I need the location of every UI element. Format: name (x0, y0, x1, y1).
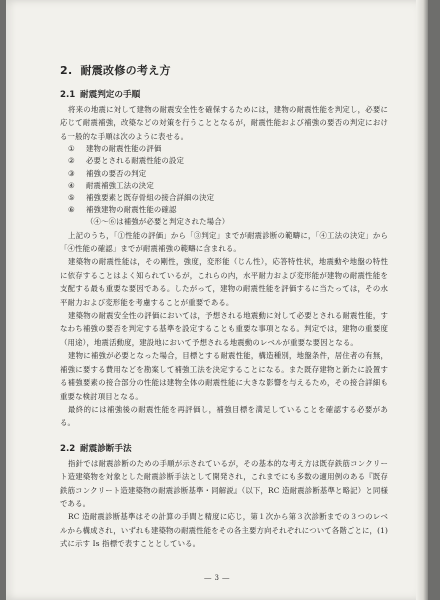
page-content (60, 62, 388, 551)
step-text: 補強建物の耐震性能の確認 (86, 205, 177, 215)
intro-paragraph: 将来の地震に対して建物の耐震安全性を確保するためには，建物の耐震性能を判定し，必要に応じて耐震補強，改築などの対策を行うこととなるが，耐震性能および補強の要否の判定における一般的な手順は次のように表せる。 (60, 105, 388, 141)
body-paragraph: RC 造耐震診断基準はその計算の手間と精度に応じ，第１次から第３次診断までの３つのレベルから構成され，いずれも建築物の耐震性能をその各主要方向それぞれについて各階ごとに，(1)式に示す Is 指標で表すこととしている。 (60, 512, 388, 549)
document-page (6, 0, 428, 600)
subsection-number: 2.2 (60, 443, 76, 454)
list-item (60, 192, 388, 204)
section-gap (60, 430, 388, 442)
body-paragraph: 建物に補強が必要となった場合，目標とする耐震性能，構造種別，地盤条件，居住者の有無，補強に要する費用などを勘案して補強工法を決定することになる。また既存建物と新たに設置する補強要素の接合部分の性能は建物全体の耐震性能に大きな影響を与えるため，その接合詳細も重要な検討項目となる。 (60, 351, 388, 401)
step-marker: ② (68, 156, 75, 166)
step-text: 建物の耐震性能の評価 (86, 144, 162, 154)
body-paragraph: 指針では耐震診断のための手順が示されているが，その基本的な考え方は既存鉄筋コンクリート造建築物を対象とした耐震診断手法として開発され，これまでにも多数の適用例のある『既存鉄筋コンクリート造建築物の耐震診断基準・同解説』（以下，RC 造耐震診断基準と略記）と同様である。 (60, 458, 388, 508)
section-title: 耐震改修の考え方 (80, 64, 171, 77)
step-text: 耐震補強工法の決定 (86, 180, 154, 190)
steps-note: （④～⑥は補強が必要と判定された場合） (86, 217, 230, 227)
step-marker: ④ (68, 180, 75, 190)
subsection-number: 2.1 (60, 90, 76, 100)
subsection-title: 耐震診断手法 (80, 443, 132, 454)
subsection-heading-2-1 (60, 88, 388, 100)
list-item (60, 204, 388, 216)
procedure-steps-list (60, 143, 388, 228)
section-heading (60, 62, 388, 78)
list-item (60, 155, 388, 167)
body-paragraph: 最終的には補強後の耐震性能を再評価し，補強目標を満足していることを確認する必要がある。 (60, 404, 388, 428)
subsection-heading-2-2 (60, 442, 388, 454)
list-item (60, 168, 388, 180)
list-item (60, 180, 388, 192)
page-number: ― 3 ― (204, 574, 230, 582)
subsection-title: 耐震判定の手順 (80, 90, 141, 100)
page-edge-shadow (416, 0, 428, 600)
list-item (60, 143, 388, 155)
body-paragraph: 上記のうち，「①性能の評価」から「③判定」までが耐震診断の範疇に，「④工法の決定」から「④性能の確認」までが耐震補強の範疇に含まれる。 (60, 230, 388, 254)
step-marker: ① (68, 144, 75, 154)
step-text: 補強の要否の判定 (86, 168, 147, 178)
section-number: 2. (60, 64, 73, 77)
step-marker: ⑤ (68, 193, 75, 203)
body-paragraph: 建築物の耐震安全性の評価においては，予想される地震動に対して必要とされる耐震性能，すなわち補強の要否を判定する基準を設定することも重要な事項となる。判定では，建物の重要度（用途），地震活動度，建設地において予想される地震動のレベルが重要な要因となる。 (60, 311, 388, 347)
step-text: 補強要素と既存骨組の接合詳細の決定 (86, 193, 215, 203)
step-text: 必要とされる耐震性能の設定 (86, 156, 185, 166)
step-marker: ③ (68, 168, 75, 178)
step-marker: ⑥ (68, 205, 75, 215)
body-paragraph: 建築物の耐震性能は，その剛性，強度，変形能（じん性），応答特性状，地震動や地盤の特性に依存することはよく知られているが，これらの内，水平耐力および変形能が建物の耐震性能を支配する最も重要な要因である。したがって，建物の耐震性能を評価するに当たっては，その水平耐力および変形能を考慮することが重要である。 (60, 257, 388, 307)
